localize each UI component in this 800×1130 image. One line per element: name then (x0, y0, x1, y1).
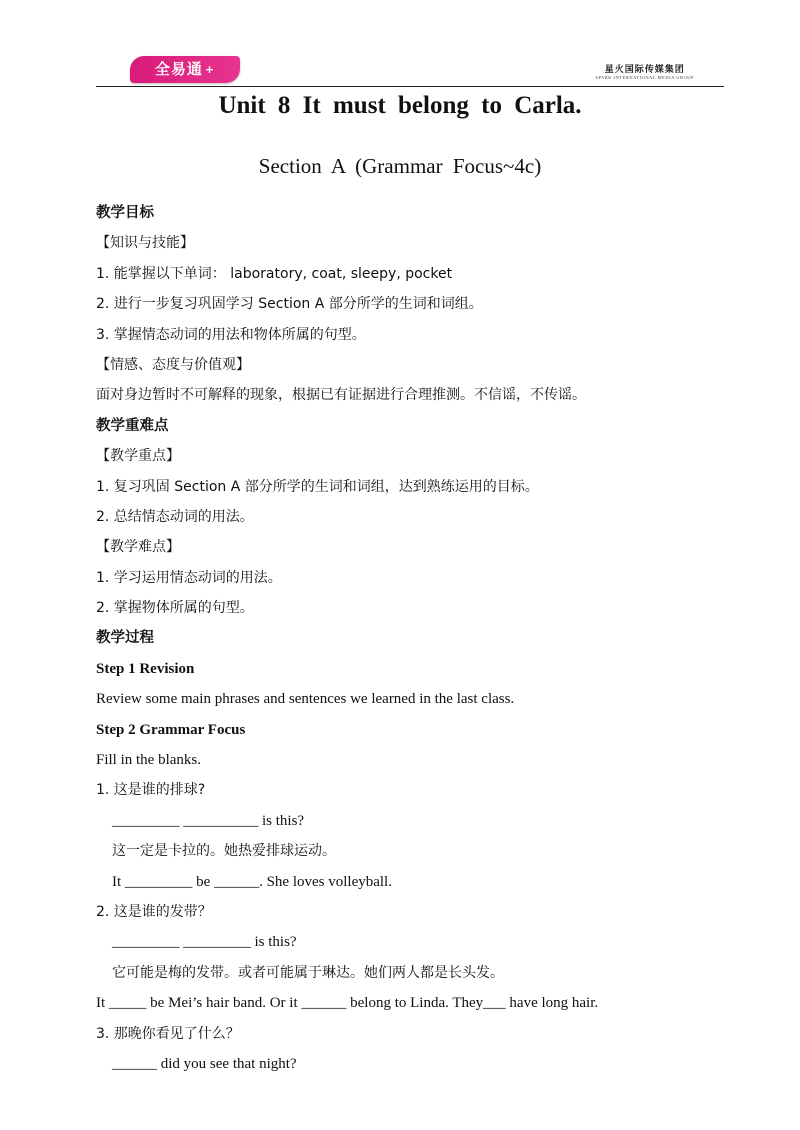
step-heading: Step 1 Revision (96, 660, 195, 677)
exercise-prompt: 它可能是梅的发带。或者可能属于琳达。她们两人都是长头发。 (112, 964, 504, 981)
logo-plus-mark: + (204, 63, 216, 76)
header-divider (96, 86, 724, 87)
page-header (96, 56, 724, 86)
document-body (96, 198, 716, 1079)
focus-item: 2. 总结情态动词的用法。 (96, 508, 254, 525)
step-text: Review some main phrases and sentences we learned in the last class. (96, 691, 515, 708)
objective-item: 2. 进行一步复习巩固学习 Section A 部分所学的生词和词组。 (96, 296, 483, 313)
step-heading: Step 2 Grammar Focus (96, 721, 246, 738)
exercise-prompt: 1. 这是谁的排球? (96, 782, 206, 799)
exercise-blank-line: _________ _________ is this? (112, 934, 297, 951)
focus-item: 1. 复习巩固 Section A 部分所学的生词和词组，达到熟练运用的目标。 (96, 478, 539, 495)
step-text: Fill in the blanks. (96, 752, 201, 769)
subheading-attitudes-values: 【情感、态度与价值观】 (96, 356, 250, 373)
exercise-prompt: 3. 那晚你看见了什么？ (96, 1025, 240, 1042)
difficulty-item: 1. 学习运用情态动词的用法。 (96, 569, 282, 586)
exercise-blank-line: It _____ be Mei’s hair band. Or it ______ belong to Linda. They___ have long hair. (96, 995, 599, 1012)
exercise-blank-line: ______ did you see that night? (112, 1055, 297, 1072)
exercise-blank-line: It _________ be ______. She loves volleyball. (112, 873, 392, 890)
section-heading-key-points: 教学重难点 (96, 417, 169, 434)
objective-item: 1. 能掌握以下单词： laboratory, coat, sleepy, pocket (96, 265, 453, 282)
section-heading-objectives: 教学目标 (96, 205, 154, 221)
publisher-name-cn: 星火国际传媒集团 (604, 65, 685, 75)
brand-logo (130, 56, 240, 83)
page-title: Unit 8 It must belong to Carla. (218, 92, 582, 119)
subheading-difficulties: 【教学难点】 (96, 539, 180, 556)
subheading-focus: 【教学重点】 (96, 448, 180, 465)
logo-text: 全易通 (154, 60, 203, 78)
publisher-brand (595, 62, 694, 80)
exercise-blank-line: _________ __________ is this? (112, 812, 305, 829)
section-heading-process: 教学过程 (96, 630, 154, 647)
difficulty-item: 2. 掌握物体所属的句型。 (96, 600, 254, 617)
page-subtitle: Section A (Grammar Focus~4c) (258, 154, 542, 178)
publisher-name-en: SPARK INTERNATIONAL MEDIA GROUP (595, 75, 694, 80)
objective-item: 3. 掌握情态动词的用法和物体所属的句型。 (96, 326, 366, 343)
values-text: 面对身边暂时不可解释的现象，根据已有证据进行合理推测。不信谣，不传谣。 (96, 387, 586, 404)
exercise-prompt: 2. 这是谁的发带？ (96, 903, 212, 920)
exercise-prompt: 这一定是卡拉的。她热爱排球运动。 (112, 843, 336, 860)
subheading-knowledge-skills: 【知识与技能】 (96, 235, 194, 252)
